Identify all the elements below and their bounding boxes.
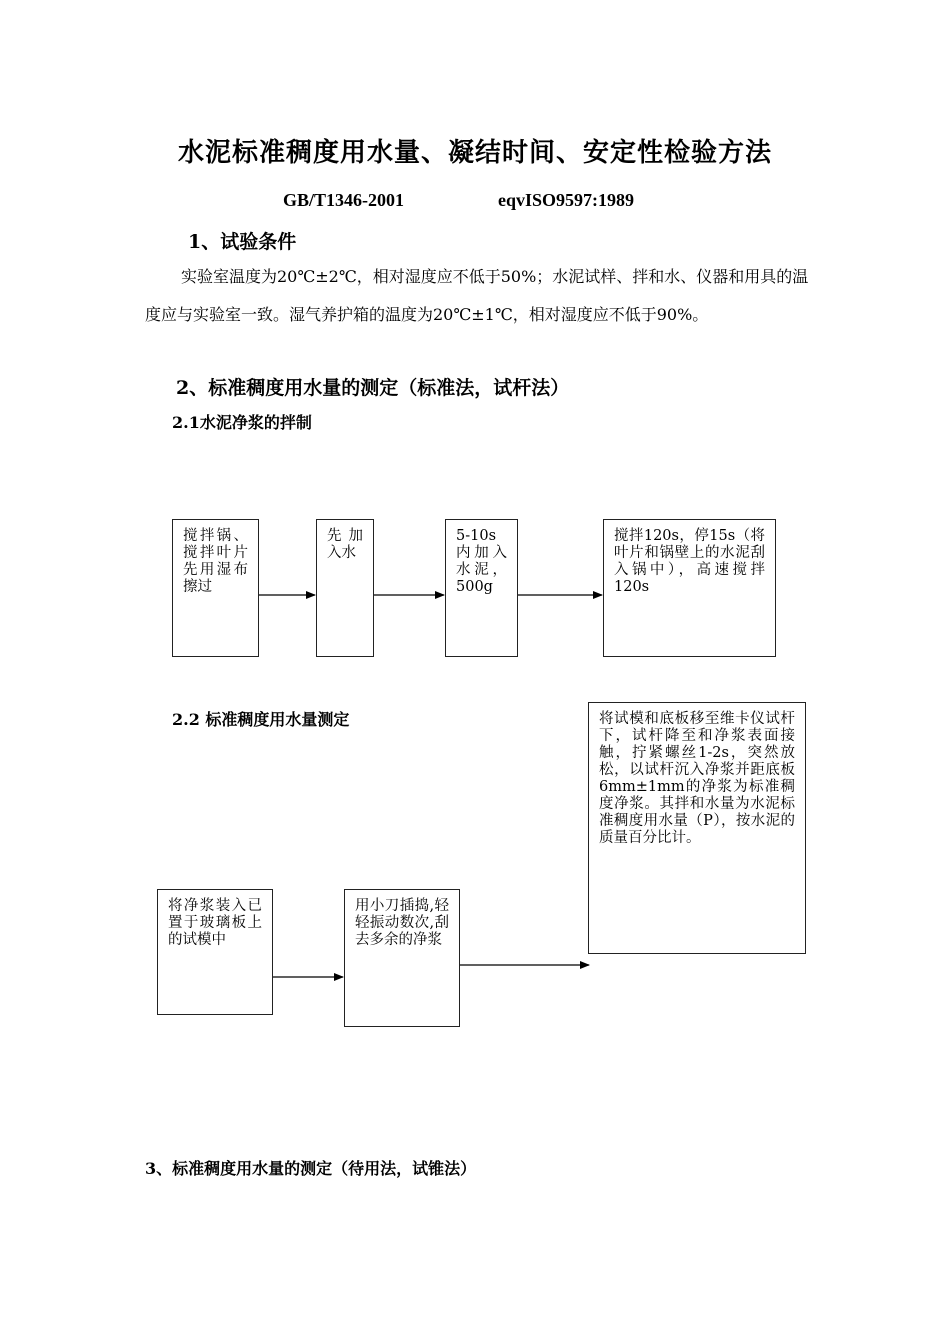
flow1-step4: 搅拌120s，停15s（将叶片和锅壁上的水泥刮入锅中），高速搅拌120s [603, 519, 776, 657]
section2-heading: 2、标准稠度用水量的测定（标准法，试杆法） [176, 377, 570, 399]
section1-heading: 1、试验条件 [188, 231, 297, 253]
flow1-step2: 先加入水 [316, 519, 374, 657]
flow2-step2: 用小刀插捣,轻轻振动数次,刮去多余的净浆 [344, 889, 460, 1027]
section1-body-text: 实验室温度为20℃±2℃，相对湿度应不低于50%；水泥试样、拌和水、仪器和用具的温度应与实验室一致。湿气养护箱的温度为20℃±1℃，相对湿度应不低于90%。 [145, 267, 809, 324]
flow2-step1: 将净浆装入已置于玻璃板上的试模中 [157, 889, 273, 1015]
standard-code: GB/T1346-2001 [283, 190, 405, 210]
standard-equivalent: eqvISO9597:1989 [498, 190, 635, 210]
section3-heading: 3、标准稠度用水量的测定（待用法，试锥法） [145, 1159, 477, 1178]
flow2-step3: 将试模和底板移至维卡仪试杆下，试杆降至和净浆表面接触，拧紧螺丝1-2s，突然放松，以试杆沉入净浆并距底板6mm±1mm的净浆为标准稠度净浆。其拌和水量为水泥标准稠度用水量（P），按水泥的质量百分比计。 [588, 702, 806, 954]
section2-2-heading: 2.2 标准稠度用水量测定 [172, 710, 350, 729]
flow1-step1: 搅拌锅、搅拌叶片先用湿布擦过 [172, 519, 259, 657]
page-title: 水泥标准稠度用水量、凝结时间、安定性检验方法 [177, 138, 772, 168]
section2-1-heading: 2.1水泥净浆的拌制 [172, 413, 312, 432]
flow1-step3: 5-10s内加入水泥，500g [445, 519, 518, 657]
